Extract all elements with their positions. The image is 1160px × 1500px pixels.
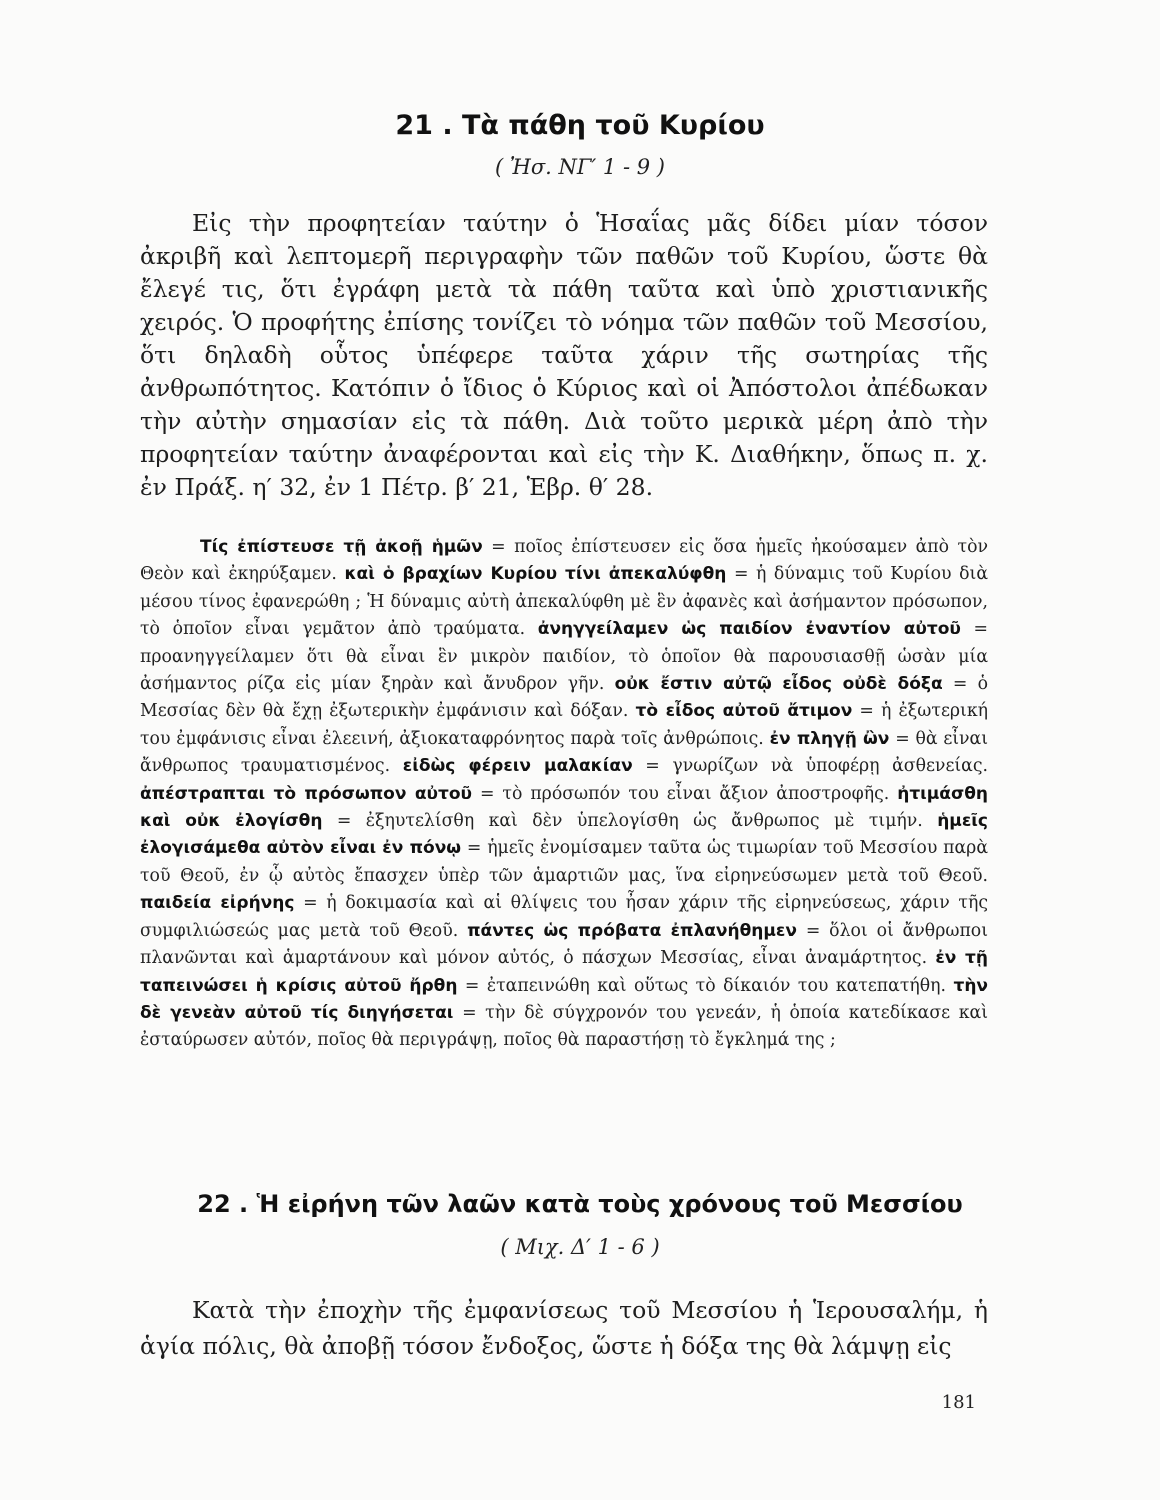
lemma-term: καὶ ὁ βραχίων Κυρίου τίνι ἀπεκαλύφθη — [344, 564, 727, 585]
lemma-term: ἐν πληγῇ ὢν — [769, 728, 890, 749]
lemma-gloss: = θὰ εἶναι ἄνθρωπος τραυματισμένος. — [140, 728, 989, 777]
lemma-term: εἰδὼς φέρειν μαλακίαν — [402, 756, 633, 777]
lemma-gloss: = ποῖος ἐπίστευσεν εἰς ὅσα ἡμεῖς ἠκούσαμεν ἀπὸ τὸν Θεὸν καὶ ἐκηρύξαμεν. — [140, 537, 988, 585]
lemma-gloss: = τὴν δὲ σύγχρονόν του γενεάν, ἡ ὁποία κατεδίκασε καὶ ἐσταύρωσεν αὐτόν, ποῖος θὰ περιγράψῃ, ποῖος θὰ παραστήσῃ τὸ ἔγκλημά της ; — [140, 1002, 988, 1051]
lemma-term: ἀπέστραπται τὸ πρόσωπον αὐτοῦ — [140, 783, 472, 804]
lemma-term: ἠτιμάσθη καὶ οὐκ ἐλογίσθη — [140, 783, 989, 832]
lemma-term: τὴν δὲ γενεὰν αὐτοῦ τίς διηγήσεται — [140, 975, 988, 1023]
lemma-gloss: = τὸ πρόσωπόν του εἶναι ἄξιον ἀποστροφῆς. — [472, 783, 898, 804]
lemma-gloss: = ὅλοι οἱ ἄνθρωποι πλανῶνται καὶ ἁμαρτάνουν καὶ μόνον αὐτός, ὁ πάσχων Μεσσίας, εἶναι ἀναμάρτητος. — [140, 920, 988, 969]
lemma-term: ἀνηγγείλαμεν ὡς παιδίον ἐναντίον αὐτοῦ — [537, 619, 961, 640]
lemma-term: παιδεία εἰρήνης — [140, 893, 295, 914]
lemma-gloss: = ὁ Μεσσίας δὲν θὰ ἔχῃ ἐξωτερικὴν ἐμφάνισιν καὶ δόξαν. — [140, 674, 988, 722]
section-21-commentary — [140, 534, 988, 1055]
section-21-title: 21 . Τὰ πάθη τοῦ Κυρίου — [395, 110, 765, 141]
lemma-gloss: = ἡ ἐξωτερική του ἐμφάνισις εἶναι ἐλεεινή, ἀξιοκαταφρόνητος παρὰ τοῖς ἀνθρώποις. — [140, 701, 988, 749]
lemma-gloss: = ἡ δοκιμασία καὶ αἱ θλίψεις του ἦσαν χάριν τῆς εἰρηνεύσεως, χάριν τῆς συμφιλιώσεώς μας μετὰ τοῦ Θεοῦ. — [140, 893, 988, 941]
section-22-title: 22 . Ἡ εἰρήνη τῶν λαῶν κατὰ τοὺς χρόνους τοῦ Μεσσίου — [197, 1190, 963, 1218]
lemma-term: ἐν τῇ ταπεινώσει ἡ κρίσις αὐτοῦ ἤρθη — [140, 948, 988, 996]
lemma-gloss: = προανηγγείλαμεν ὅτι θὰ εἶναι ἓν μικρὸν παιδίον, τὸ ὁποῖον θὰ παρουσιασθῇ ὡσὰν μία ἀσήμαντος ρίζα εἰς μίαν ξηρὰν καὶ ἄνυδρον γῆν. — [140, 619, 988, 695]
lemma-gloss: = ἡμεῖς ἐνομίσαμεν ταῦτα ὡς τιμωρίαν τοῦ Μεσσίου παρὰ τοῦ Θεοῦ, ἐν ᾧ αὐτὸς ἔπασχεν ὑπὲρ τῶν ἁμαρτιῶν μας, ἵνα εἰρηνεύσωμεν μετὰ τοῦ Θεοῦ. — [140, 838, 988, 886]
lemma-term: Τίς ἐπίστευσε τῇ ἀκοῇ ἡμῶν — [200, 537, 483, 557]
lemma-gloss: = ἐξηυτελίσθη καὶ δὲν ὑπελογίσθη ὡς ἄνθρωπος μὲ τιμήν. — [322, 811, 938, 832]
lemma-term: πάντες ὡς πρόβατα ἐπλανήθημεν — [467, 920, 797, 941]
section-21-reference: ( Ἠσ. ΝΓ′ 1 - 9 ) — [495, 155, 665, 179]
section-22-reference: ( Μιχ. Δ′ 1 - 6 ) — [500, 1235, 660, 1259]
lemma-gloss: = γνωρίζων νὰ ὑποφέρῃ ἀσθενείας. — [632, 756, 989, 777]
page-number: 181 — [941, 1392, 976, 1413]
lemma-term: τὸ εἶδος αὐτοῦ ἄτιμον — [635, 701, 853, 722]
lemma-gloss: = ἐταπεινώθη καὶ οὕτως τὸ δίκαιόν του κατεπατήθη. — [457, 975, 954, 996]
section-22-intro: Κατὰ τὴν ἐποχὴν τῆς ἐμφανίσεως τοῦ Μεσσίου ἡ Ἱερουσαλήμ, ἡ ἁγία πόλις, θὰ ἀποβῇ τόσον ἔνδοξος, ὥστε ἡ δόξα της θὰ λάμψῃ εἰς — [140, 1296, 988, 1360]
lemma-term: οὐκ ἔστιν αὐτῷ εἶδος οὐδὲ δόξα — [614, 674, 943, 695]
lemma-term: ἡμεῖς ἐλογισάμεθα αὐτὸν εἶναι ἐν πόνῳ — [140, 811, 988, 859]
section-21-intro: Εἰς τὴν προφητείαν ταύτην ὁ Ἡσαΐας μᾶς δίδει μίαν τόσον ἀκριβῆ καὶ λεπτομερῆ περιγραφὴν τῶν παθῶν τοῦ Κυρίου, ὥστε θὰ ἔλεγέ τις, ὅτι ἐγράφη μετὰ τὰ πάθη ταῦτα καὶ ὑπὸ χριστιανικῆς χειρός. Ὁ προφήτης ἐπίσης τονίζει τὸ νόημα τῶν παθῶν τοῦ Μεσσίου, ὅτι δηλαδὴ οὗτος ὑπέφερε ταῦτα χάριν τῆς σωτηρίας τῆς ἀνθρωπότητος. Κατόπιν ὁ ἴδιος ὁ Κύριος καὶ οἱ Ἀπόστολοι ἀπέδωκαν τὴν αὐτὴν σημασίαν εἰς τὰ πάθη. Διὰ τοῦτο μερικὰ μέρη ἀπὸ τὴν προφητείαν ταύτην ἀναφέρονται καὶ εἰς τὴν Κ. Διαθήκην, ὅπως π. χ. ἐν Πράξ. η′ 32, ἐν 1 Πέτρ. β′ 21, Ἑβρ. θ′ 28. — [140, 209, 988, 501]
lemma-gloss: = ἡ δύναμις τοῦ Κυρίου διὰ μέσου τίνος ἐφανερώθη ; Ἡ δύναμις αὐτὴ ἀπεκαλύφθη μὲ ἓν ἀφανὲς καὶ ἀσήμαντον πρόσωπον, τὸ ὁποῖον εἶναι γεμᾶτον ἀπὸ τραύματα. — [140, 564, 988, 640]
